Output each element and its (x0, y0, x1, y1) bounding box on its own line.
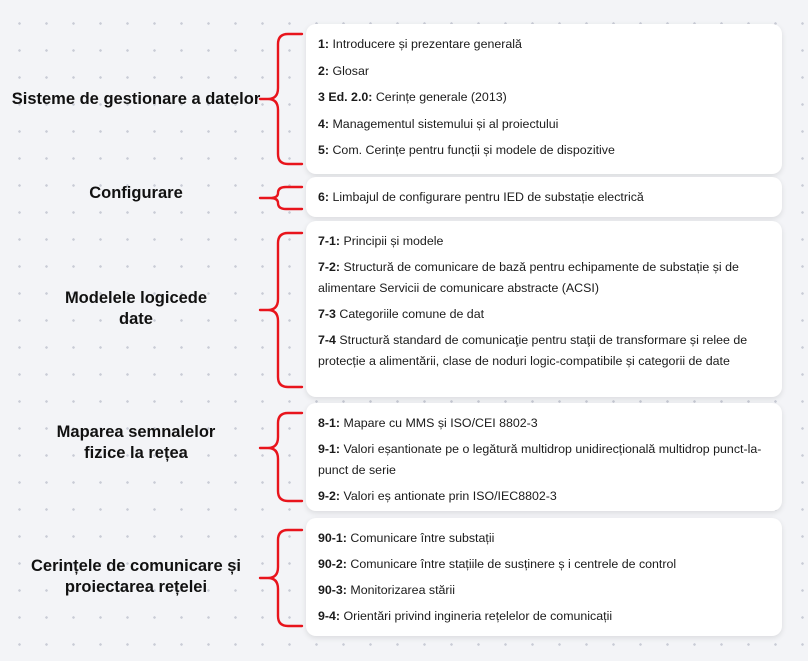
list-item: 1: Introducere și prezentare generală (318, 37, 522, 51)
list-item: 7-4 Structură standard de comunicaţie pentru staţii de transformare și relee de protecție a alimentării, clase de noduri logic-compatibile și categorii de date (318, 333, 748, 368)
group-title: Cerințele de comunicare și proiectarea rețelei (31, 557, 241, 596)
list-item: 90-2: Comunicare între stațiile de susținere ș i centrele de control (318, 557, 677, 571)
group-configuration (0, 177, 808, 217)
group-logical-data-models (0, 221, 808, 397)
list-item: 8-1: Mapare cu MMS și ISO/CEI 8802-3 (318, 416, 538, 430)
bracket-icon (258, 231, 306, 389)
list-item: 9-2: Valori eș antionate prin ISO/IEC8802-3 (318, 489, 557, 503)
list-item: 90-1: Comunicare între substații (318, 531, 495, 545)
bracket-icon (258, 32, 306, 166)
group-title: Sisteme de gestionare a datelor (11, 89, 261, 108)
parts-box (306, 221, 782, 397)
parts-box (306, 403, 782, 511)
group-title: Maparea semnalelor fizice la rețea (56, 423, 216, 462)
group-title: Modelele logicede date (64, 289, 208, 328)
list-item: 7-3 Categoriile comune de dat (318, 307, 485, 321)
list-item: 7-2: Structură de comunicare de bază pentru echipamente de substație și de alimentare Servicii de comunicare abstracte (ACSI) (318, 260, 739, 295)
parts-box (306, 177, 782, 217)
group-communication-requirements (0, 518, 808, 636)
list-item: 9-1: Valori eșantionate pe o legătură multidrop unidirecțională multidrop punct-la-punct de serie (318, 442, 762, 477)
list-item: 4: Managementul sistemului și al proiectului (318, 116, 559, 131)
group-data-management (0, 24, 808, 174)
bracket-icon (258, 185, 306, 211)
group-title: Configurare (89, 183, 183, 202)
list-item: 7-1: Principii și modele (318, 234, 444, 248)
list-item: 9-4: Orientări privind ingineria rețelelor de comunicații (318, 609, 613, 623)
list-item: 90-3: Monitorizarea stării (318, 583, 456, 597)
parts-box (306, 518, 782, 636)
list-item: 6: Limbajul de configurare pentru IED de substație electrică (318, 190, 644, 204)
bracket-icon (258, 528, 306, 628)
group-signal-mapping (0, 403, 808, 511)
bracket-icon (258, 411, 306, 503)
list-item: 5: Com. Cerințe pentru funcții și modele de dispozitive (318, 143, 615, 157)
list-item: 3 Ed. 2.0: Cerințe generale (2013) (318, 90, 507, 104)
list-item: 2: Glosar (318, 63, 369, 78)
parts-box (306, 24, 782, 174)
